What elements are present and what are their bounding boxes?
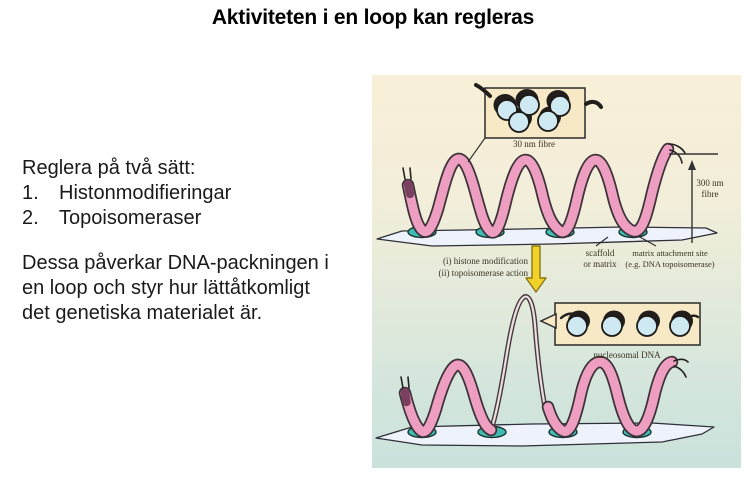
label-300nm-fibre: fibre (701, 189, 719, 199)
nucleosome-icon (567, 316, 587, 336)
fiber-end-cap (408, 184, 410, 194)
chromatin-loop-figure (372, 75, 741, 468)
fiber-end-cap (405, 392, 407, 402)
intro-line: Reglera på två sätt: (22, 157, 196, 179)
list-label: Topoisomeraser (59, 207, 202, 229)
arrow-down-icon (526, 246, 546, 292)
list-number: 1. (22, 182, 39, 204)
label-process-steps (439, 256, 529, 278)
figure-svg (372, 75, 741, 468)
label-300nm-fibre: 300 nm (696, 178, 724, 188)
slide-title: Aktiviteten i en loop kan regleras (211, 6, 535, 29)
callout-tail-icon (541, 314, 556, 328)
list-number: 2. (22, 207, 39, 229)
nucleosome-icon (509, 112, 529, 132)
extended-loop (492, 297, 545, 427)
nucleosome-icon (538, 111, 558, 131)
label-30nm-fibre: 30 nm fibre (513, 139, 555, 149)
chromatin-fiber-upper (403, 144, 685, 232)
process-arrow (526, 246, 546, 292)
svg-text:(ii) topoisomerase action: (ii) topoisomerase action (438, 268, 528, 278)
svg-text:(e.g. DNA topoisomerase): (e.g. DNA topoisomerase) (625, 259, 715, 269)
svg-text:(i) histone modification: (i) histone modification (443, 256, 528, 266)
paragraph-line: en loop och styr hur lättåtkomligt (22, 277, 310, 299)
nucleosome-icon (637, 316, 657, 336)
svg-text:scaffold: scaffold (585, 248, 615, 258)
list-label: Histonmodifieringar (59, 182, 232, 204)
list-item (22, 181, 367, 206)
left-text-block (22, 156, 367, 326)
arrow-up-icon (688, 160, 696, 170)
paragraph (22, 251, 367, 326)
inset-nucleosomal-dna (541, 303, 700, 360)
nucleosome-icon (670, 316, 690, 336)
label-nucleosomal-dna: nucleosomal DNA (593, 350, 661, 360)
frayed-end-icon (401, 377, 403, 388)
nucleosome-icon (602, 316, 622, 336)
list-item (22, 206, 367, 231)
inset-30nm (468, 85, 601, 162)
frayed-end-icon (403, 168, 405, 179)
svg-text:or matrix: or matrix (583, 259, 617, 269)
svg-text:matrix attachment site: matrix attachment site (632, 248, 708, 258)
paragraph-line: Dessa påverkar DNA-packningen i (22, 252, 329, 274)
paragraph-line: det genetiska materialet är. (22, 302, 263, 324)
